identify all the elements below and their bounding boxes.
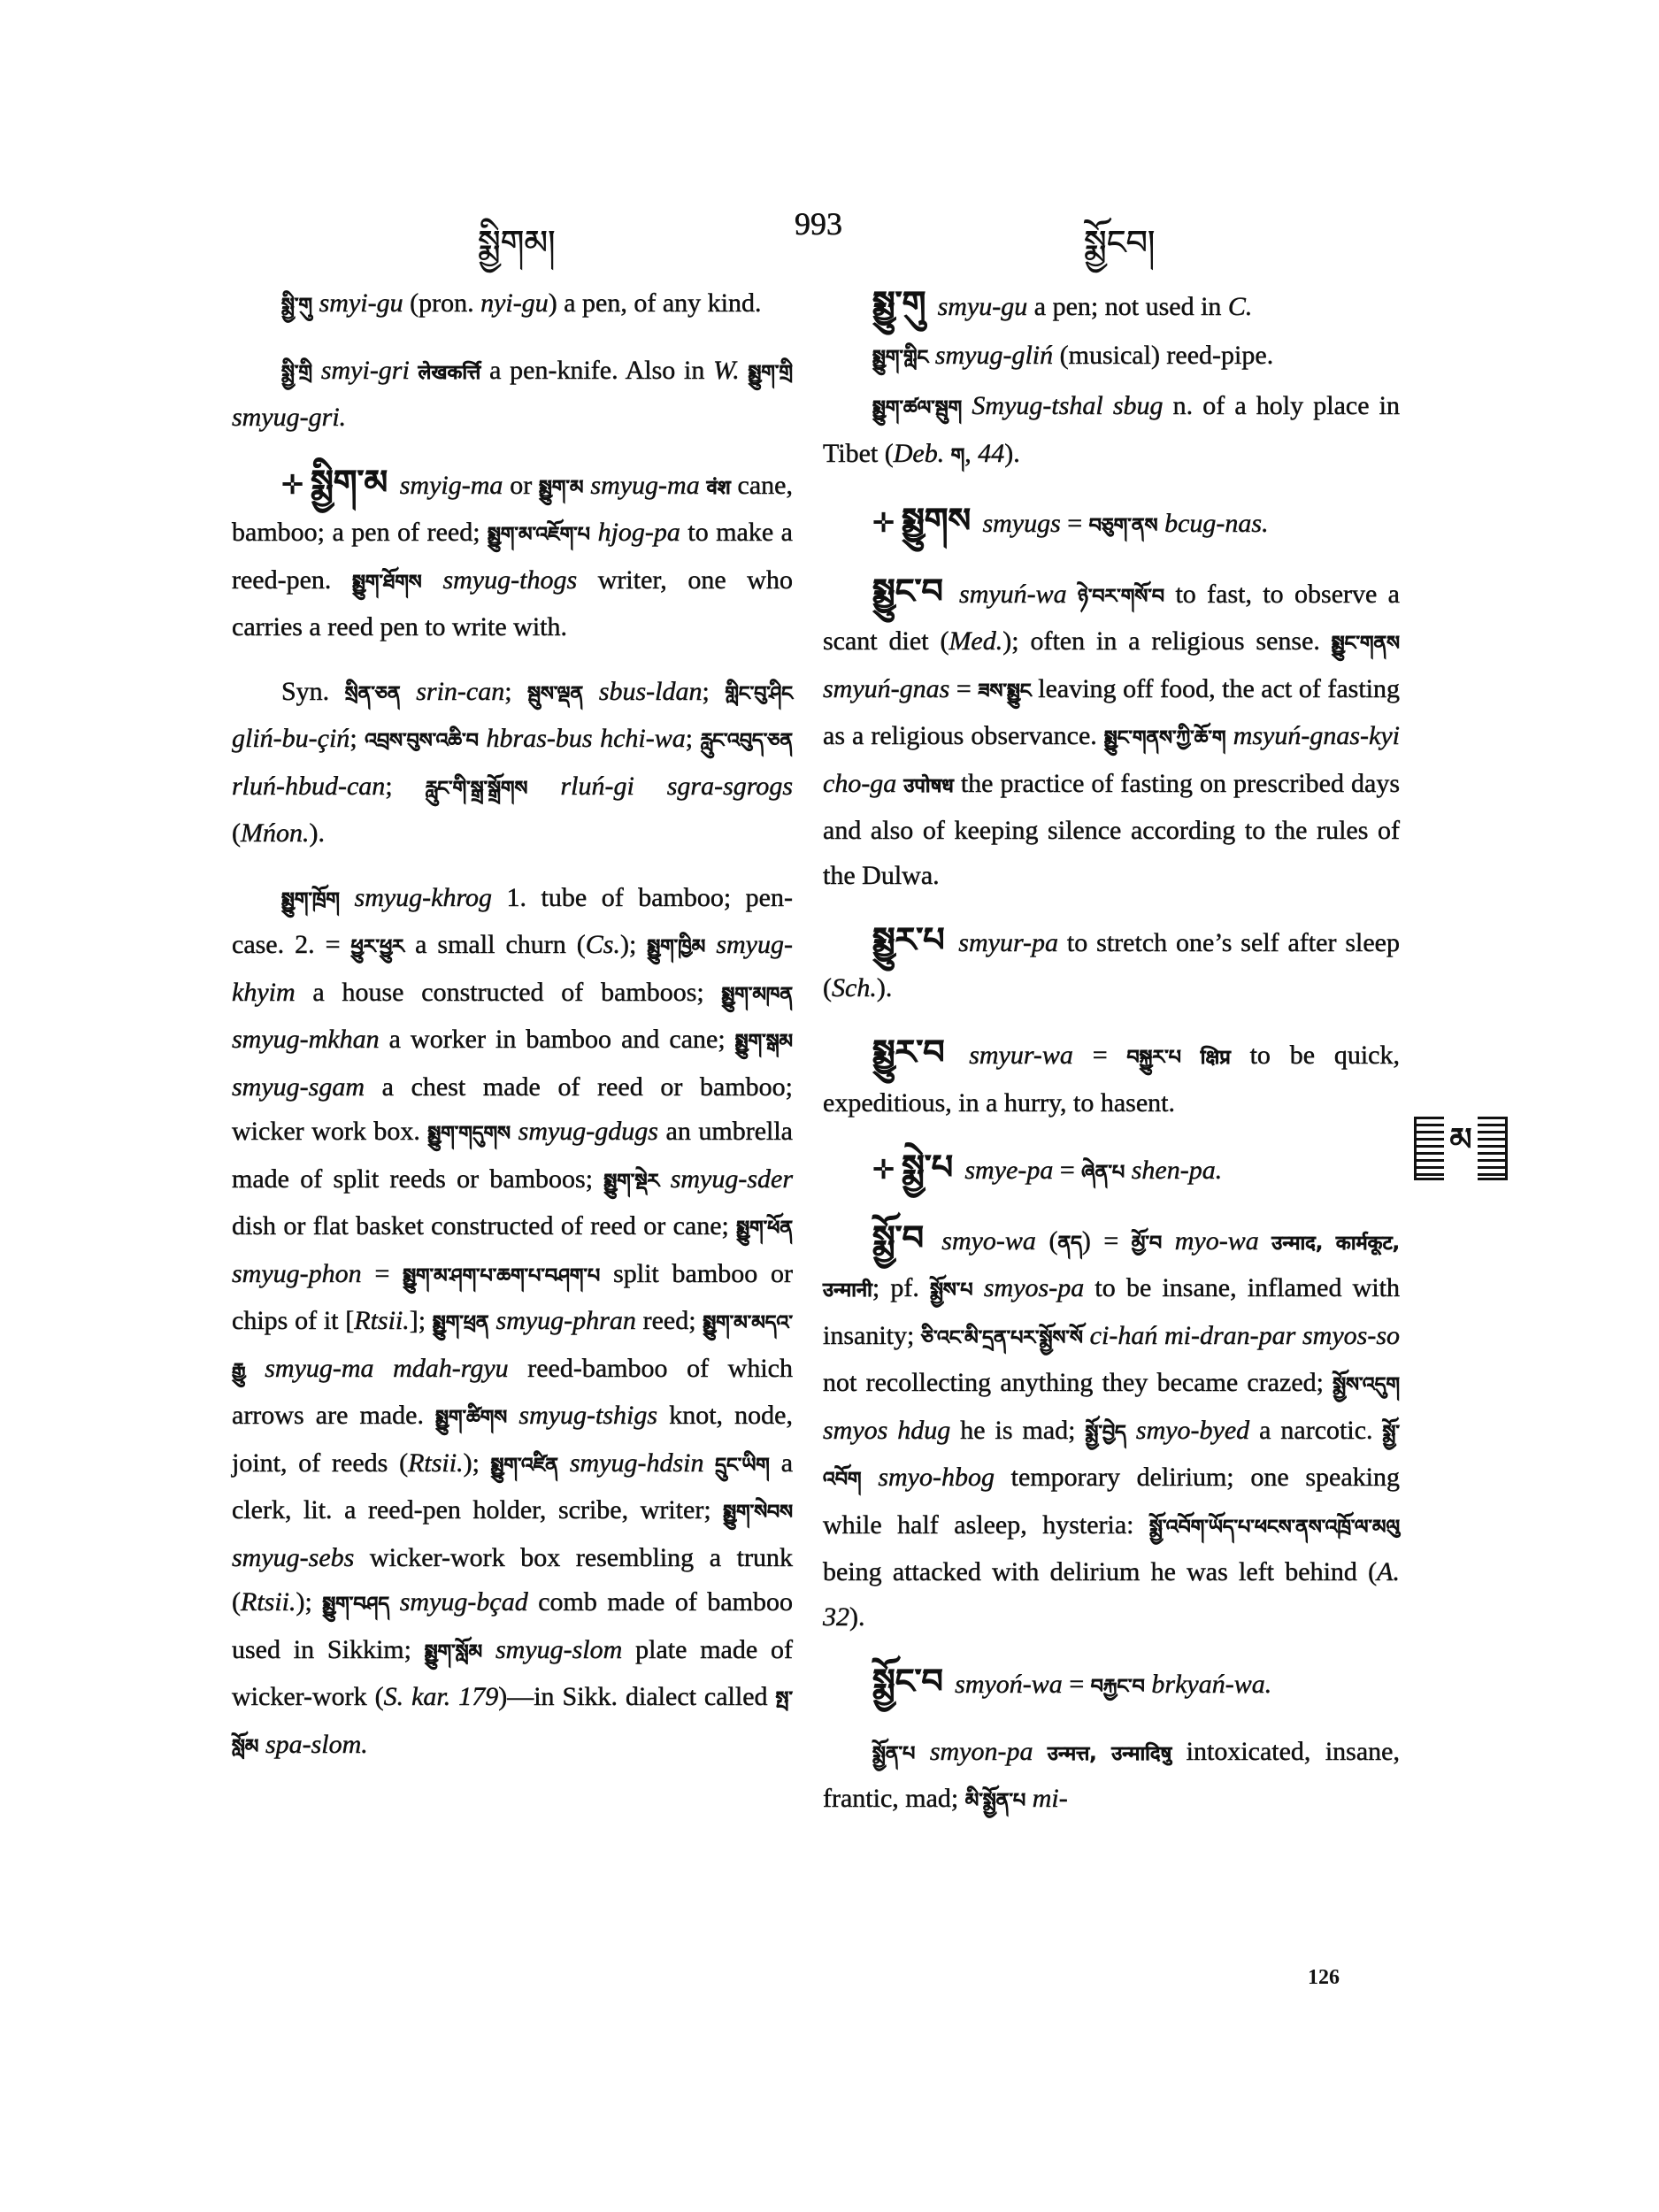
- definition-text: (: [232, 818, 241, 848]
- definition-text: not recollecting anything they became crazed;: [823, 1368, 1333, 1397]
- tibetan-term: སྨྱི་གྲི: [281, 361, 321, 384]
- transliteration: smyo-byed: [1135, 1415, 1250, 1445]
- tibetan-term: སྲིན་ཅན: [344, 682, 417, 705]
- definition-text: Syn.: [281, 676, 345, 706]
- thumb-index-letter: མ: [1444, 1103, 1477, 1194]
- right-column: [823, 281, 1400, 1844]
- tibetan-term: སྨྱུག་མ་མདའ་རྒྱུ: [232, 1312, 793, 1382]
- transliteration: spa-slom.: [265, 1729, 368, 1759]
- transliteration: smye-pa: [964, 1156, 1054, 1185]
- transliteration: smyi-gu: [319, 288, 403, 318]
- definition-text: [740, 356, 749, 385]
- definition-text: reed;: [635, 1306, 703, 1335]
- transliteration: smyug-sebs: [232, 1542, 355, 1572]
- definition-text: (pron.: [403, 288, 481, 318]
- definition-text: [944, 439, 951, 468]
- definition-text: ).: [876, 972, 893, 1002]
- definition-text: ,: [964, 438, 979, 468]
- transliteration: smyos hdug: [823, 1415, 951, 1445]
- transliteration: A. 32: [823, 1557, 1400, 1632]
- dictionary-entry: [823, 498, 1400, 549]
- transliteration: smyu-gu: [937, 292, 1028, 321]
- definition-text: ;: [504, 676, 528, 706]
- transliteration: myo-wa: [1174, 1225, 1272, 1256]
- tibetan-term: སྨྱུག་གླིང: [872, 346, 935, 369]
- definition-text: to stretch one’s self after sleep (: [823, 928, 1400, 1002]
- tibetan-term: སྤ་སློམ: [232, 1688, 793, 1758]
- definition-text: plate made of wicker-work (: [232, 1634, 793, 1711]
- tibetan-headword: སྨྱུ་གུ: [872, 284, 938, 323]
- transliteration: mi-: [1032, 1784, 1068, 1813]
- transliteration: 44: [978, 438, 1005, 468]
- transliteration: smyi-gri: [320, 355, 419, 385]
- transliteration: smyug-khrog: [354, 882, 493, 912]
- transliteration: hjog-pa: [597, 518, 680, 547]
- tibetan-headword: སྨྱུང་བ: [872, 571, 960, 611]
- transliteration: smyug-gliń: [934, 340, 1054, 370]
- dictionary-entry: [232, 281, 793, 329]
- definition-text: 1. tube of bamboo; pen-case. 2. =: [232, 882, 793, 959]
- transliteration: smyuń-gnas: [823, 673, 950, 703]
- obsolete-mark: ✛: [872, 509, 895, 538]
- transliteration: smyug-hdsin: [569, 1448, 716, 1478]
- transliteration: smyoń-wa: [955, 1670, 1063, 1699]
- definition-text: (: [1035, 1225, 1058, 1256]
- definition-text: dish or flat basket constructed of reed or cane;: [232, 1211, 737, 1240]
- transliteration: Sch.: [832, 972, 877, 1002]
- tibetan-term: སྨྱུག་སེབས: [723, 1502, 793, 1524]
- transliteration: nyi-gu: [480, 288, 549, 318]
- tibetan-term: རླུང་གི་སྒྲ་སྒྲོགས: [425, 777, 561, 800]
- sanskrit-term: क्षिप्र: [1200, 1047, 1231, 1069]
- tibetan-headword: སྨྱོ་བ: [872, 1217, 942, 1257]
- transliteration: Rtsii.: [408, 1448, 464, 1478]
- transliteration: srin-can: [416, 676, 505, 706]
- transliteration: smyug-sgam: [232, 1071, 365, 1102]
- tibetan-term: སྨྱུག་སྒམ: [734, 1031, 793, 1053]
- page-number: 993: [795, 206, 842, 242]
- definition-text: a house constructed of bamboos;: [295, 977, 722, 1007]
- definition-text: (musical) reed-pipe.: [1053, 340, 1274, 370]
- definition-text: temporary delirium; one speaking while half asleep, hysteria:: [823, 1463, 1400, 1540]
- transliteration: bcug-nas.: [1164, 509, 1269, 538]
- definition-text: ; pf.: [872, 1273, 931, 1302]
- transliteration: smyur-wa: [969, 1041, 1073, 1070]
- tibetan-term: སྦུས་ལྡན: [527, 682, 599, 705]
- tibetan-headword: སྨྱུར་པ: [872, 920, 959, 959]
- tibetan-term: སྨྱོན་པ: [872, 1742, 930, 1765]
- tibetan-term: སྨྱི་གུ: [281, 295, 319, 317]
- definition-text: a narcotic.: [1249, 1415, 1383, 1445]
- transliteration: smyig-ma: [399, 470, 503, 500]
- dictionary-entry: [823, 1216, 1400, 1640]
- definition-text: comb made of bamboo used in Sikkim;: [232, 1587, 793, 1664]
- definition-text: =: [1072, 1041, 1127, 1070]
- definition-text: ;: [702, 676, 726, 706]
- transliteration: S. kar. 179: [383, 1682, 499, 1711]
- definition-text: split bamboo or chips of it [: [232, 1258, 793, 1335]
- definition-text: )—in Sikk. dialect called: [498, 1682, 776, 1711]
- definition-text: a pen; not used in: [1027, 292, 1228, 321]
- tibetan-term: མྱོ་བ: [1131, 1232, 1175, 1255]
- tibetan-term: སྨྱོ་འབོག་ཡོད་པ་ཕངས་ནས་འཁྲོ་ལ་མལུ: [1148, 1516, 1400, 1539]
- dictionary-entry: [823, 1730, 1400, 1824]
- tibetan-term: བསྐྱུར་པ: [1126, 1047, 1201, 1069]
- definition-text: ;: [385, 771, 426, 801]
- transliteration: smyug-mkhan: [232, 1025, 380, 1054]
- definition-text: ).: [309, 818, 325, 848]
- transliteration: smyug-phran: [495, 1306, 636, 1335]
- dictionary-entry: [232, 670, 793, 856]
- obsolete-mark: ✛: [872, 1156, 895, 1185]
- transliteration: smyos-pa: [983, 1273, 1085, 1302]
- definition-text: ;: [685, 724, 701, 753]
- transliteration: smyo-wa: [941, 1225, 1036, 1256]
- definition-text: ];: [409, 1306, 433, 1335]
- tibetan-headword: སྨྱུར་བ: [872, 1033, 970, 1071]
- transliteration: smyugs: [982, 509, 1061, 538]
- definition-text: a chest made of reed or bamboo; wicker work box.: [232, 1071, 793, 1146]
- transliteration: msyuń-gnas-kyi cho-ga: [823, 721, 1400, 798]
- tibetan-term: སྨྱུག་ཁྱིམ: [647, 936, 717, 958]
- definition-text: to make a reed-pen.: [232, 518, 793, 595]
- transliteration: smyug-sder: [670, 1164, 793, 1194]
- dictionary-entry: [823, 918, 1400, 1010]
- definition-text: a worker in bamboo and cane;: [379, 1025, 735, 1054]
- transliteration: Rtsii.: [354, 1306, 410, 1335]
- definition-text: a clerk, lit. a reed-pen holder, scribe, writer;: [232, 1448, 794, 1525]
- dictionary-entry: [823, 1145, 1400, 1196]
- sanskrit-term: उन्माद, कार्मकूट, उन्मानी: [823, 1232, 1401, 1302]
- definition-text: leaving off food, the act of fasting as a religious observance.: [823, 673, 1400, 750]
- tibetan-term: སྨྱུག་ཕོན: [736, 1217, 793, 1240]
- left-column: [232, 281, 793, 1789]
- tibetan-term: བརྐྱང་བ: [1090, 1676, 1152, 1698]
- tibetan-term: སྨྱུག་འཛིན: [490, 1454, 570, 1477]
- definition-text: );: [296, 1587, 323, 1617]
- transliteration: Cs.: [585, 930, 620, 959]
- definition-text: ); often in a religious sense.: [1002, 626, 1332, 656]
- tibetan-term: སྨྱུག་ཚིགས: [435, 1407, 519, 1429]
- tibetan-term: འབྲས་བུས་འཆི་བ: [365, 730, 487, 752]
- transliteration: C.: [1227, 292, 1253, 321]
- obsolete-mark: ✛: [281, 470, 304, 500]
- dictionary-entry: [823, 334, 1400, 381]
- dictionary-entry: [823, 281, 1400, 330]
- transliteration: rluń-gi sgra-sgrogs: [560, 771, 793, 801]
- tibetan-term: སྨྱུག་མ: [539, 476, 591, 499]
- definition-text: reed-bamboo of which arrows are made.: [232, 1353, 793, 1430]
- sanskrit-term: वंश: [706, 476, 731, 499]
- definition-text: to fast, to observe a scant diet (: [823, 579, 1400, 656]
- transliteration: Deb.: [893, 438, 945, 468]
- definition-text: a small churn (: [415, 930, 586, 959]
- definition-text: an umbrella made of split reeds or bamboos;: [232, 1117, 793, 1194]
- definition-text: or: [503, 470, 540, 500]
- transliteration: Med.: [949, 626, 1003, 656]
- transliteration: smyug-gdugs: [518, 1117, 658, 1146]
- tibetan-term: སྨྱུག་ཚལ་སྦུག: [872, 397, 972, 419]
- transliteration: smyug-tshigs: [518, 1401, 658, 1430]
- tibetan-term: ཟས་སྨྱུང: [978, 680, 1039, 703]
- transliteration: smyug-thogs: [442, 565, 578, 595]
- transliteration: W.: [713, 355, 740, 385]
- dictionary-entry: [232, 876, 793, 1770]
- tibetan-term: སྨྱུག་སློམ: [424, 1640, 495, 1663]
- definition-text: to be quick, expeditious, in a hurry, to hasent.: [823, 1041, 1400, 1118]
- transliteration: rluń-hbud-can: [232, 771, 386, 801]
- tibetan-term: ནད: [1057, 1232, 1082, 1255]
- sanskrit-term: उपोषध: [903, 774, 954, 797]
- tibetan-term: སྨྱུག་ཐོགས: [352, 571, 443, 594]
- dictionary-entry: [823, 1030, 1400, 1125]
- definition-text: knot, node, joint, of reeds (: [232, 1401, 793, 1478]
- tibetan-headword: སྨྱེ་པ: [902, 1148, 965, 1187]
- transliteration: smyug-ma: [590, 470, 707, 500]
- definition-text: ).: [849, 1601, 865, 1632]
- transliteration: smyuń-wa: [959, 579, 1079, 609]
- definition-text: ) =: [1081, 1225, 1132, 1256]
- dictionary-entry: [823, 569, 1400, 899]
- transliteration: smyon-pa: [929, 1736, 1048, 1766]
- transliteration: smyug-khyim: [232, 930, 793, 1007]
- tibetan-headword: སྨྱོང་བ: [872, 1662, 956, 1701]
- tibetan-term: དྲུང་ཡིག: [715, 1454, 781, 1477]
- definition-text: to be insane, inflamed with insanity;: [823, 1273, 1400, 1350]
- definition-text: intoxicated, insane, frantic, mad;: [823, 1736, 1400, 1813]
- tibetan-term: ཉེ་བར་གསོ་བ: [1078, 585, 1176, 608]
- transliteration: smyug-bçad: [399, 1587, 528, 1617]
- definition-text: );: [463, 1448, 491, 1478]
- transliteration: smyo-hbog: [878, 1463, 995, 1492]
- transliteration: shen-pa.: [1131, 1156, 1223, 1185]
- transliteration: sbus-ldan: [598, 676, 703, 706]
- transliteration: Smyug-tshal sbug: [972, 391, 1164, 420]
- dictionary-entry: [823, 1659, 1400, 1710]
- tibetan-term: སྨྱོས་པ: [930, 1279, 984, 1302]
- definition-text: ) a pen, of any kind.: [548, 288, 762, 318]
- running-head-left: སྨྱིགམ།: [478, 225, 556, 262]
- running-head-right: སྨྱོངབ།: [1084, 225, 1156, 262]
- tibetan-term: སྨྱོ་བྱེད: [1085, 1421, 1136, 1444]
- tibetan-term: སྨྱུག་ཁྲོག: [281, 888, 355, 911]
- definition-text: =: [1060, 509, 1089, 538]
- tibetan-term: ག: [950, 444, 965, 467]
- definition-text: the practice of fasting on prescribed days and also of keeping silence according to the rules of the Dulwa.: [823, 768, 1400, 890]
- tibetan-term: ཅི་འང་མི་དྲན་པར་སྨྱོས་སོ: [921, 1326, 1090, 1349]
- tibetan-term: སྨྱོ་འབོག: [823, 1421, 1400, 1491]
- definition-text: =: [1053, 1156, 1082, 1185]
- tibetan-term: གླིང་བུ་ཤིང: [725, 682, 793, 705]
- definition-text: wicker-work box resembling a trunk (: [232, 1542, 793, 1617]
- tibetan-term: སྨྱུང་གནས་ཀྱི་ཆོ་ག: [1103, 727, 1233, 749]
- sanskrit-term: लेखकर्त्ति: [418, 361, 490, 384]
- thumb-index-tab: [1414, 1117, 1508, 1180]
- signature-number: 126: [1308, 1966, 1340, 1989]
- tibetan-term: སྨྱུག་གྲི: [748, 361, 793, 384]
- tibetan-term: སྨྱུག་མ་ཤག་པ་ཆག་པ་བཤག་པ: [403, 1264, 614, 1287]
- definition-text: ).: [1004, 438, 1020, 468]
- transliteration: ci-hań mi-dran-par smyos-so: [1089, 1320, 1400, 1350]
- transliteration: gliń-bu-çiń: [232, 724, 350, 753]
- tibetan-term: སྨྱུག་སྡེར: [603, 1170, 671, 1193]
- sanskrit-term: उन्मत्त, उन्मादिषु: [1047, 1742, 1172, 1765]
- transliteration: smyur-pa: [958, 928, 1059, 957]
- tibetan-headword: སྨྱུགས: [902, 501, 983, 540]
- tibetan-term: སྨྱོས་འདུག: [1333, 1374, 1400, 1396]
- tibetan-headword: སྨྱིག་མ: [311, 462, 400, 502]
- definition-text: );: [619, 930, 648, 959]
- tibetan-term: ཞེན་པ: [1081, 1162, 1132, 1184]
- definition-text: a pen-knife. Also in: [489, 355, 714, 385]
- definition-text: =: [361, 1258, 403, 1288]
- definition-text: ;: [349, 724, 365, 753]
- dictionary-entry: [232, 460, 793, 650]
- dictionary-entry: [232, 349, 793, 441]
- dictionary-entry: [823, 384, 1400, 479]
- tibetan-term: བཅུག་ནས: [1088, 515, 1165, 537]
- tibetan-term: སྨྱུང་གནས: [1331, 633, 1400, 655]
- transliteration: smyug-gri.: [232, 403, 347, 432]
- definition-text: n. of a holy place in Tibet (: [823, 391, 1400, 468]
- transliteration: brkyań-wa.: [1151, 1670, 1272, 1699]
- definition-text: writer, one who carries a reed pen to write with.: [232, 565, 793, 641]
- definition-text: =: [1062, 1670, 1091, 1699]
- transliteration: Mńon.: [241, 818, 310, 848]
- transliteration: smyug-phon: [232, 1258, 362, 1288]
- definition-text: he is mad;: [950, 1415, 1086, 1445]
- tibetan-term: སྨྱུག་མཁན: [721, 983, 793, 1006]
- tibetan-term: སྨྱུག་གདུགས: [427, 1123, 518, 1145]
- tibetan-term: སྨྱུག་མ་འཇོག་པ: [488, 524, 598, 546]
- tibetan-term: རླུང་འབུད་ཅན: [700, 730, 793, 752]
- tibetan-term: སྨྱུག་ཕྲན: [432, 1312, 496, 1334]
- transliteration: smyug-slom: [495, 1634, 623, 1664]
- transliteration: hbras-bus hchi-wa: [486, 724, 686, 753]
- definition-text: =: [949, 673, 979, 703]
- definition-text: cane, bamboo; a pen of reed;: [232, 470, 793, 547]
- tibetan-term: སྨྱུག་བཤད: [322, 1594, 400, 1616]
- transliteration: Rtsii.: [241, 1587, 296, 1617]
- definition-text: being attacked with delirium he was left behind (: [823, 1557, 1378, 1586]
- tibetan-term: མི་སྨྱོན་པ: [964, 1790, 1033, 1812]
- transliteration: smyug-ma mdah-rgyu: [265, 1353, 509, 1383]
- tibetan-term: ཕྱུར་ཕྱུར: [350, 936, 416, 958]
